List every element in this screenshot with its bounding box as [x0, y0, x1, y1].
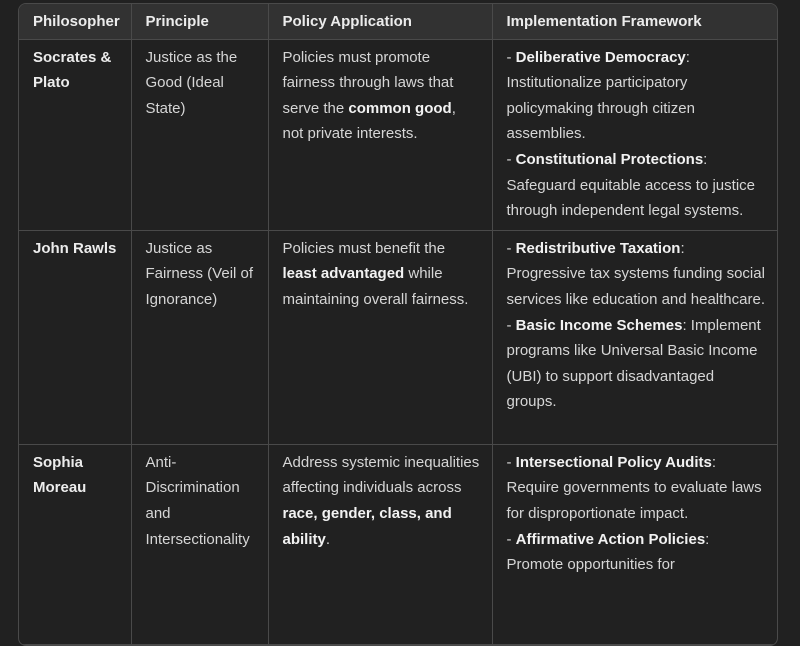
policy-text: Policies must benefit the: [282, 239, 446, 257]
framework-dash: -: [506, 239, 516, 257]
cell-policy-application: [268, 39, 492, 230]
policy-text: .: [325, 530, 331, 548]
framework-title: Redistributive Taxation: [515, 239, 681, 257]
cell-principle: Anti-Discrimination and Intersectionality: [131, 444, 268, 644]
cell-implementation-framework: [492, 444, 777, 644]
framework-text: : Implement programs like Universal Basic Income (UBI) to support disadvantaged groups.: [506, 316, 761, 411]
cell-philosopher: John Rawls: [19, 230, 131, 444]
policy-emphasis: common good: [348, 99, 452, 117]
header-principle: Principle: [131, 4, 268, 39]
framework-title: Deliberative Democracy: [515, 48, 686, 66]
framework-title: Basic Income Schemes: [515, 316, 683, 334]
cell-policy-application: [268, 444, 492, 644]
framework-item: [507, 527, 766, 578]
cell-implementation-framework: [492, 39, 777, 230]
header-implementation-framework: Implementation Framework: [492, 4, 777, 39]
framework-dash: -: [506, 453, 516, 471]
philosophy-table-container: [18, 3, 778, 646]
framework-title: Intersectional Policy Audits: [515, 453, 712, 471]
framework-text: : Require governments to evaluate laws for disproportionate impact.: [506, 453, 762, 522]
framework-text: : Progressive tax systems funding social services like education and healthcare.: [506, 239, 765, 308]
header-policy-application: Policy Application: [268, 4, 492, 39]
table-row: [19, 230, 777, 444]
cell-philosopher: Socrates & Plato: [19, 39, 131, 230]
framework-item: [507, 45, 766, 147]
cell-philosopher: Sophia Moreau: [19, 444, 131, 644]
framework-text: : Safeguard equitable access to justice through independent legal systems.: [506, 150, 755, 220]
policy-text: while maintaining overall fairness.: [282, 265, 469, 308]
header-philosopher: Philosopher: [19, 4, 131, 39]
policy-emphasis: race, gender, class, and ability: [282, 504, 452, 548]
cell-principle: Justice as Fairness (Veil of Ignorance): [131, 230, 268, 444]
framework-text: : Institutionalize participatory policymaking through citizen assemblies.: [506, 48, 695, 143]
framework-dash: -: [506, 150, 516, 168]
framework-title: Constitutional Protections: [515, 150, 704, 168]
cell-implementation-framework: [492, 230, 777, 444]
table-header-row: [19, 4, 777, 39]
framework-item: [507, 236, 766, 313]
policy-emphasis: least advantaged: [282, 265, 405, 283]
framework-item: [507, 147, 766, 224]
framework-item: [507, 313, 766, 415]
cell-policy-application: [268, 230, 492, 444]
framework-dash: -: [506, 48, 516, 66]
framework-dash: -: [506, 316, 516, 334]
framework-text: : Promote opportunities for: [506, 530, 710, 574]
cell-principle: Justice as the Good (Ideal State): [131, 39, 268, 230]
policy-text: Policies must promote fairness through laws that serve the: [282, 48, 454, 117]
table-row: [19, 39, 777, 230]
framework-item: [507, 450, 766, 527]
policy-text: Address systemic inequalities affecting individuals across: [282, 453, 480, 497]
table-row: [19, 444, 777, 644]
policy-text: , not private interests.: [282, 99, 456, 143]
philosophy-table: [19, 4, 777, 645]
framework-title: Affirmative Action Policies: [515, 530, 706, 548]
framework-dash: -: [506, 530, 516, 548]
